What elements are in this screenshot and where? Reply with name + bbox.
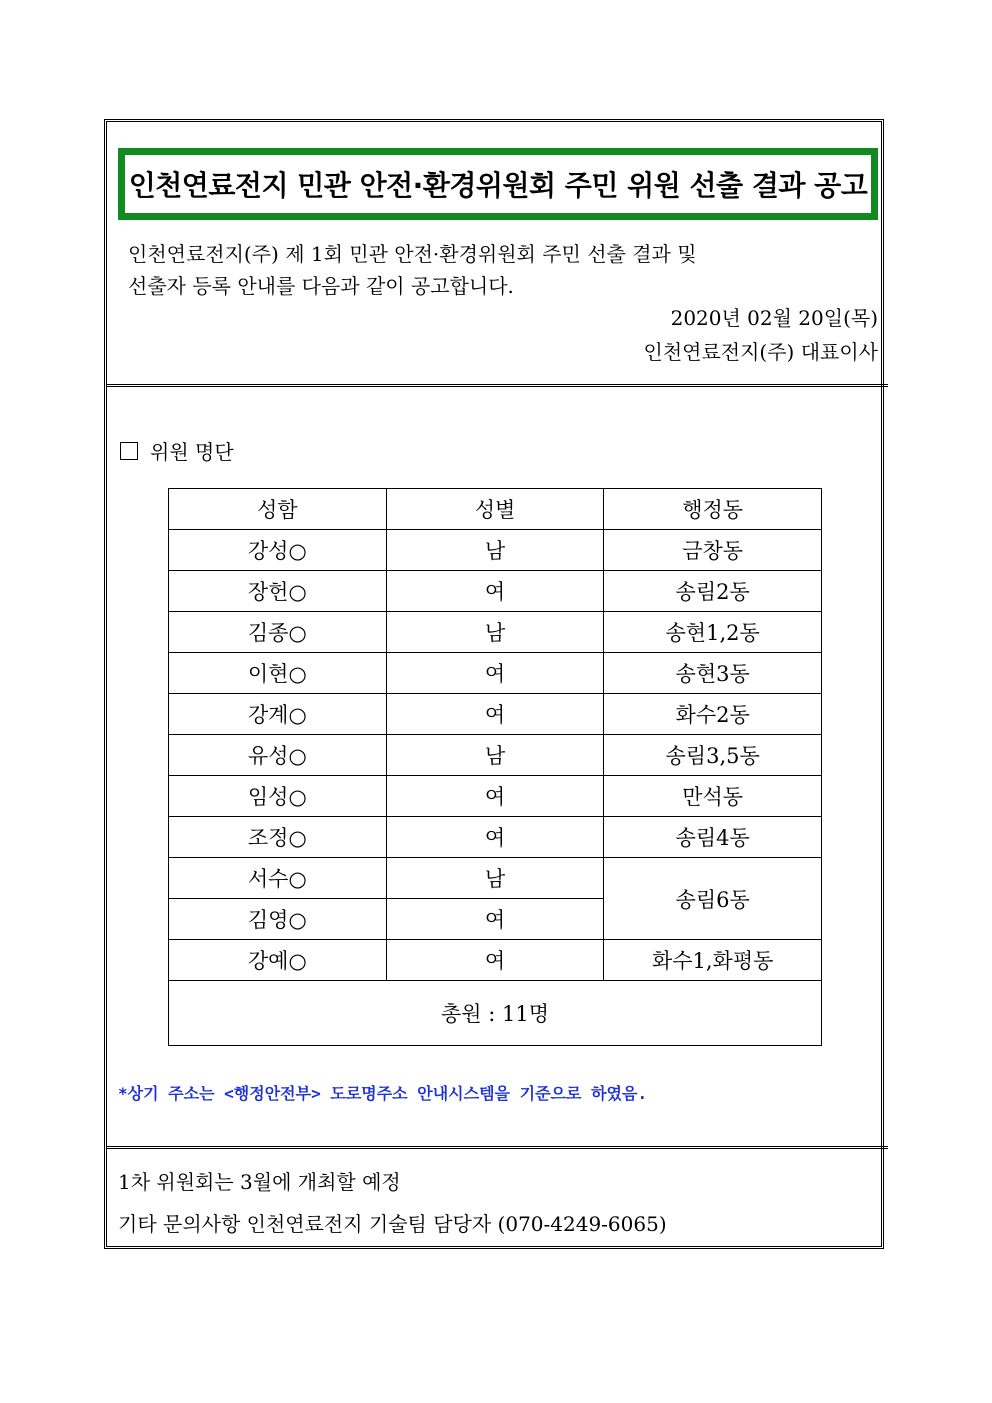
header-gender: 성별 xyxy=(386,489,604,530)
cell-district: 금창동 xyxy=(604,530,822,571)
cell-gender: 남 xyxy=(386,735,604,776)
cell-name: 김영○ xyxy=(169,899,387,940)
cell-district: 송림2동 xyxy=(604,571,822,612)
member-table xyxy=(168,488,822,1046)
footer-line-2: 기타 문의사항 인천연료전지 기술팀 담당자 (070-4249-6065) xyxy=(118,1212,667,1236)
table-header-row xyxy=(169,489,822,530)
section-title: 위원 명단 xyxy=(150,440,234,464)
checkbox-square-icon xyxy=(120,442,138,460)
table-row xyxy=(169,858,822,899)
cell-district: 송림4동 xyxy=(604,817,822,858)
footer-line-1: 1차 위원회는 3월에 개최할 예정 xyxy=(118,1170,401,1194)
page-title: 인천연료전지 민관 안전·환경위원회 주민 위원 선출 결과 공고 xyxy=(124,154,872,214)
table-row xyxy=(169,571,822,612)
cell-gender: 여 xyxy=(386,940,604,981)
cell-district: 송현3동 xyxy=(604,653,822,694)
cell-gender: 여 xyxy=(386,653,604,694)
table-row xyxy=(169,735,822,776)
cell-name: 강성○ xyxy=(169,530,387,571)
cell-district: 화수1,화평동 xyxy=(604,940,822,981)
table-row xyxy=(169,776,822,817)
cell-name: 김종○ xyxy=(169,612,387,653)
cell-district: 화수2동 xyxy=(604,694,822,735)
total-count: 총원 : 11명 xyxy=(169,981,822,1046)
cell-gender: 여 xyxy=(386,571,604,612)
cell-name: 이현○ xyxy=(169,653,387,694)
table-row xyxy=(169,653,822,694)
table-row xyxy=(169,612,822,653)
cell-name: 강계○ xyxy=(169,694,387,735)
cell-district: 송림3,5동 xyxy=(604,735,822,776)
cell-name: 장헌○ xyxy=(169,571,387,612)
header-name: 성함 xyxy=(169,489,387,530)
cell-name: 임성○ xyxy=(169,776,387,817)
signer: 인천연료전지(주) 대표이사 xyxy=(643,340,878,364)
table-row xyxy=(169,530,822,571)
intro-line-2: 선출자 등록 안내를 다음과 같이 공고합니다. xyxy=(128,274,514,298)
header-district: 행정동 xyxy=(604,489,822,530)
cell-name: 유성○ xyxy=(169,735,387,776)
cell-gender: 남 xyxy=(386,530,604,571)
announcement-date: 2020년 02월 20일(목) xyxy=(670,306,878,330)
cell-district: 만석동 xyxy=(604,776,822,817)
cell-district-merged: 송림6동 xyxy=(604,858,822,940)
cell-name: 조정○ xyxy=(169,817,387,858)
table-row xyxy=(169,817,822,858)
cell-gender: 남 xyxy=(386,858,604,899)
title-banner xyxy=(118,148,878,220)
section-divider xyxy=(106,384,888,387)
cell-gender: 남 xyxy=(386,612,604,653)
section-heading xyxy=(120,436,234,465)
table-row xyxy=(169,694,822,735)
section-divider xyxy=(106,1146,888,1149)
table-total-row xyxy=(169,981,822,1046)
cell-gender: 여 xyxy=(386,776,604,817)
cell-gender: 여 xyxy=(386,899,604,940)
cell-district: 송현1,2동 xyxy=(604,612,822,653)
cell-name: 강예○ xyxy=(169,940,387,981)
cell-name: 서수○ xyxy=(169,858,387,899)
intro-line-1: 인천연료전지(주) 제 1회 민관 안전·환경위원회 주민 선출 결과 및 xyxy=(128,242,697,266)
address-note: *상기 주소는 <행정안전부> 도로명주소 안내시스템을 기준으로 하였음. xyxy=(118,1084,648,1103)
table-row xyxy=(169,940,822,981)
intro-text xyxy=(128,238,697,302)
cell-gender: 여 xyxy=(386,694,604,735)
cell-gender: 여 xyxy=(386,817,604,858)
